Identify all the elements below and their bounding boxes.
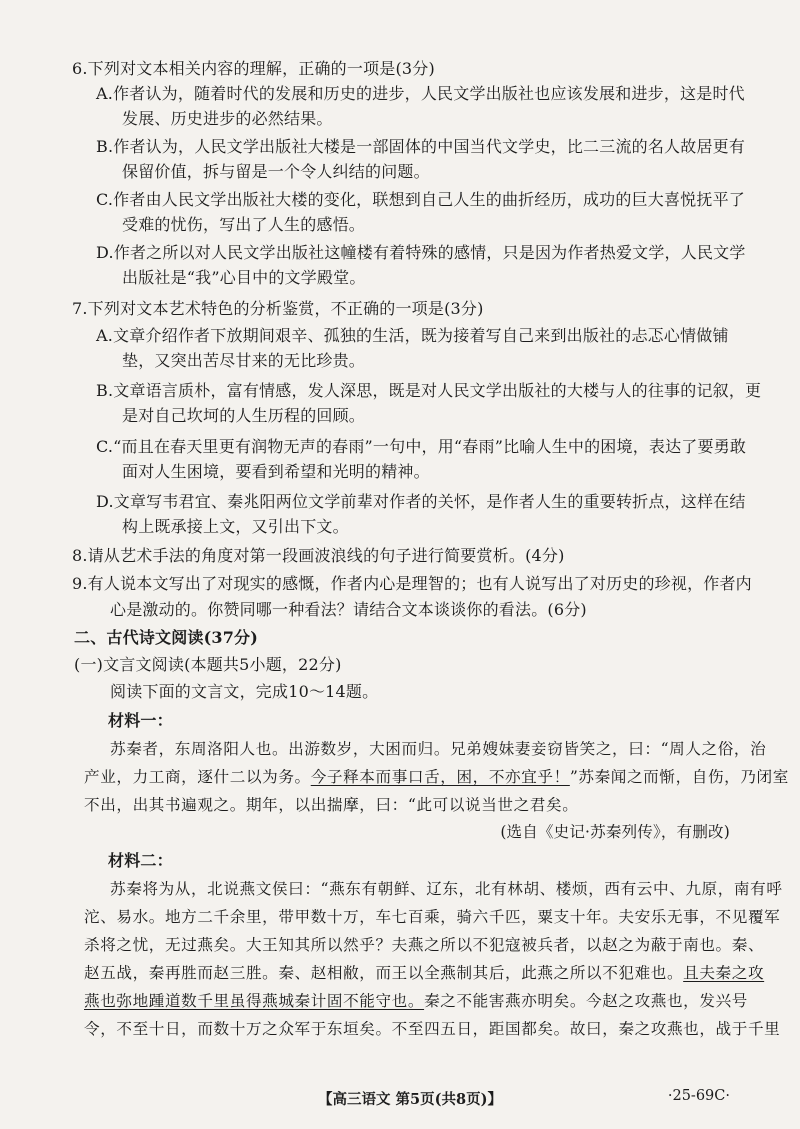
subsection-heading: (一)文言文阅读(本题共5小题，22分): [74, 655, 342, 674]
option-letter: B.: [96, 137, 114, 156]
reading-instruction: 阅读下面的文言文，完成10～14题。: [110, 682, 379, 701]
q7-option-a-cont: 垫，又突出苦尽甘来的无比珍贵。: [122, 351, 366, 370]
q6-option-d-cont: 出版社是“我”心目中的文学殿堂。: [122, 268, 366, 287]
q6-stem: 6.下列对文本相关内容的理解，正确的一项是(3分): [72, 59, 435, 78]
q6-option-c: [96, 189, 745, 211]
option-text: “而且在春天里更有润物无声的春雨”一句中，用“春雨”比喻人生中的困境，表达了要勇敢: [113, 437, 747, 456]
option-letter: D.: [96, 243, 114, 262]
material-2-line: [84, 990, 748, 1012]
option-text: 文章语言质朴，富有情感，发人深思，既是对人民文学出版社的大楼与人的往事的记叙，更: [113, 381, 762, 400]
material-2-line: 令，不至十日，而数十万之众军于东垣矣。不至四五日，距国都矣。故曰，秦之攻燕也，战于千里: [84, 1020, 781, 1038]
option-letter: A.: [96, 84, 114, 103]
q7-option-a: [96, 325, 729, 347]
q6-option-a: [96, 83, 745, 105]
underlined-sentence: 且夫秦之攻: [683, 964, 765, 982]
q6-option-d: [96, 242, 746, 264]
q7-option-b-cont: 是对自己坎坷的人生历程的回顾。: [122, 406, 366, 425]
q6-option-b-cont: 保留价值，拆与留是一个令人纠结的问题。: [122, 162, 430, 181]
material-text: 秦之不能害燕亦明矣。今赵之攻燕也，发兴号: [424, 992, 748, 1010]
material-1-line: [84, 766, 789, 788]
q8-stem: 8.请从艺术手法的角度对第一段画波浪线的句子进行简要赏析。(4分): [72, 546, 565, 565]
material-text: 赵五战，秦再胜而赵三胜。秦、赵相敝，而王以全燕制其后，此燕之所以不犯难也。: [84, 964, 684, 982]
option-letter: C.: [96, 190, 114, 209]
material-text: ”苏秦闻之而惭，自伤，乃闭室: [569, 768, 789, 786]
material-1-label: 材料一：: [108, 711, 173, 730]
page-footer: 【高三语文 第5页(共8页)】: [318, 1091, 502, 1108]
q7-option-d: [96, 491, 746, 513]
q6-option-c-cont: 受难的忧伤，写出了人生的感悟。: [122, 215, 366, 234]
q9-stem-cont: 心是激动的。你赞同哪一种看法？请结合文本谈谈你的看法。(6分): [110, 600, 587, 619]
material-2-line: 苏秦将为从，北说燕文侯曰：“燕东有朝鲜、辽东，北有林胡、楼烦，西有云中、九原，南有呼: [110, 880, 783, 898]
option-text: 作者认为，随着时代的发展和历史的进步，人民文学出版社也应该发展和进步，这是时代: [113, 84, 745, 103]
q6-option-b: [96, 136, 745, 158]
material-1-line: 不出，出其书遍观之。期年，以出揣摩，曰：“此可以说当世之君矣。: [84, 796, 579, 814]
q7-option-c: [96, 436, 746, 458]
q7-stem: 7.下列对文本艺术特色的分析鉴赏，不正确的一项是(3分): [72, 299, 484, 318]
material-text: 产业，力工商，逐什二以为务。: [84, 768, 311, 786]
option-text: 作者之所以对人民文学出版社这幢楼有着特殊的感情，只是因为作者热爱文学，人民文学: [113, 243, 746, 262]
underlined-sentence: 燕也弥地踵道数千里虽得燕城秦计固不能守也。: [84, 992, 425, 1010]
q9-stem: 9.有人说本文写出了对现实的感慨，作者内心是理智的；也有人说写出了对历史的珍视，作者内: [72, 574, 752, 593]
q7-option-b: [96, 380, 761, 402]
q6-option-a-cont: 发展、历史进步的必然结果。: [122, 109, 333, 128]
option-text: 作者认为，人民文学出版社大楼是一部固体的中国当代文学史，比二三流的名人故居更有: [113, 137, 746, 156]
material-1-source: (选自《史记·苏秦列传》，有删改): [500, 823, 730, 841]
paper-code: ·25-69C·: [667, 1088, 730, 1104]
material-2-label: 材料二：: [108, 851, 173, 870]
q7-option-d-cont: 构上既承接上文，又引出下文。: [122, 517, 349, 536]
option-letter: D.: [96, 492, 114, 511]
option-text: 文章写韦君宜、秦兆阳两位文学前辈对作者的关怀，是作者人生的重要转折点，这样在结: [113, 492, 746, 511]
option-letter: C.: [96, 437, 114, 456]
underlined-sentence: 今子释本而事口舌，困，不亦宜乎！: [310, 768, 570, 786]
option-text: 作者由人民文学出版社大楼的变化，联想到自己人生的曲折经历，成功的巨大喜悦抚平了: [113, 190, 745, 209]
section-heading: 二、古代诗文阅读(37分): [74, 628, 259, 647]
option-letter: B.: [96, 381, 114, 400]
material-1-line: 苏秦者，东周洛阳人也。出游数岁，大困而归。兄弟嫂妹妻妾窃皆笑之，曰：“周人之俗，治: [110, 740, 767, 758]
q7-option-c-cont: 面对人生困境，要看到希望和光明的精神。: [122, 462, 430, 481]
option-letter: A.: [96, 326, 114, 345]
material-2-line: [84, 962, 764, 984]
material-2-line: 杀将之忧，无过燕矣。大王知其所以然乎？夫燕之所以不犯寇被兵者，以赵之为蔽于南也。秦、: [84, 936, 765, 954]
option-text: 文章介绍作者下放期间艰辛、孤独的生活，既为接着写自己来到出版社的忐忑心情做铺: [113, 326, 729, 345]
material-2-line: 沱、易水。地方二千余里，带甲数十万，车七百乘，骑六千匹，粟支十年。夫安乐无事，不见覆军: [84, 908, 781, 926]
